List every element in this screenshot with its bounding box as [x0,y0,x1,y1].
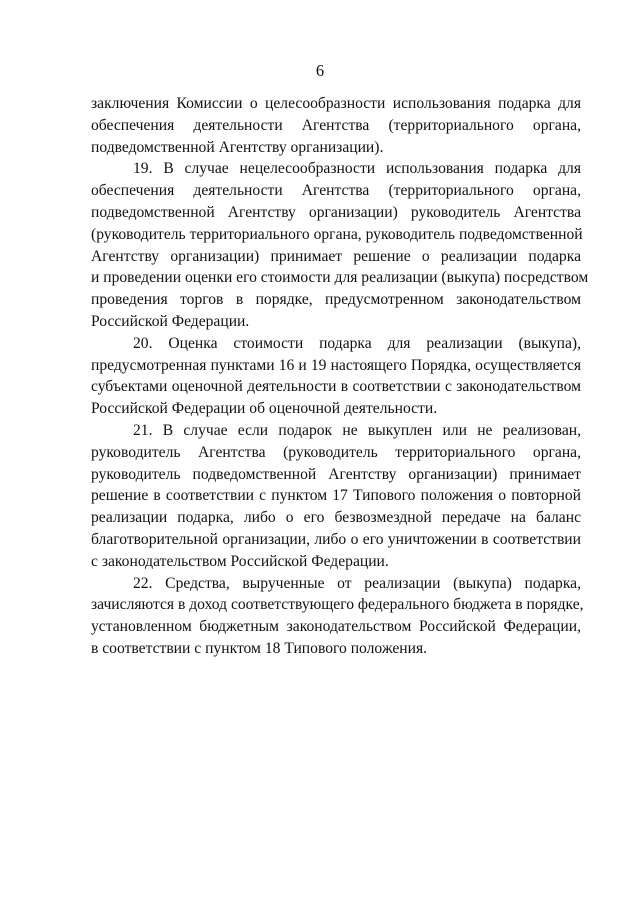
text-line: в соответствии с пунктом 18 Типового положения. [91,639,428,657]
paragraph-20 [91,333,581,420]
text-line: с законодательством Российской Федерации. [91,552,389,570]
text-line: подведомственной Агентству организации) руководитель Агентства [91,203,581,221]
text-line: установленном бюджетным законодательством Российской Федерации, [91,618,581,636]
page-number: 6 [315,61,325,80]
text-line: подведомственной Агентству организации). [91,138,384,156]
text-line: предусмотренная пунктами 16 и 19 настоящего Порядка, осуществляется [91,356,581,374]
text-line: руководитель Агентства (руководитель территориального органа, [91,443,581,461]
document-body [91,93,589,660]
text-line: и проведении оценки его стоимости для реализации (выкупа) посредством [91,269,589,287]
text-line: благотворительной организации, либо о его уничтожении в соответствии [91,530,581,548]
paragraph-22 [91,573,584,660]
text-line: Российской Федерации. [91,312,250,330]
text-line: заключения Комиссии о целесообразности использования подарка для [91,95,581,112]
text-line: проведения торгов в порядке, предусмотренном законодательством [91,291,581,309]
paragraph-21 [91,420,581,573]
text-line: 22. Средства, вырученные от реализации (выкупа) подарка, [133,574,581,592]
paragraph-19 [91,158,589,332]
text-line: зачисляются в доход соответствующего федерального бюджета в порядке, [91,596,584,614]
text-line: 20. Оценка стоимости подарка для реализации (выкупа), [133,334,581,352]
text-line: 19. В случае нецелесообразности использования подарка для [133,160,581,178]
text-line: реализации подарка, либо о его безвозмездной передаче на баланс [91,509,581,527]
text-line: (руководитель территориального органа, руководитель подведомственной [91,225,583,243]
text-line: Российской Федерации об оценочной деятельности. [91,400,438,418]
paragraph-continuation [91,93,581,158]
text-line: субъектами оценочной деятельности в соответствии с законодательством [91,378,581,396]
text-line: 21. В случае если подарок не выкуплен или не реализован, [133,421,581,439]
text-line: обеспечения деятельности Агентства (территориального органа, [91,116,581,134]
text-line: обеспечения деятельности Агентства (территориального органа, [91,182,581,200]
text-line: решение в соответствии с пунктом 17 Типового положения о повторной [91,487,581,505]
text-line: руководитель подведомственной Агентству организации) принимает [91,465,581,483]
text-line: Агентству организации) принимает решение о реализации подарка [91,247,581,265]
